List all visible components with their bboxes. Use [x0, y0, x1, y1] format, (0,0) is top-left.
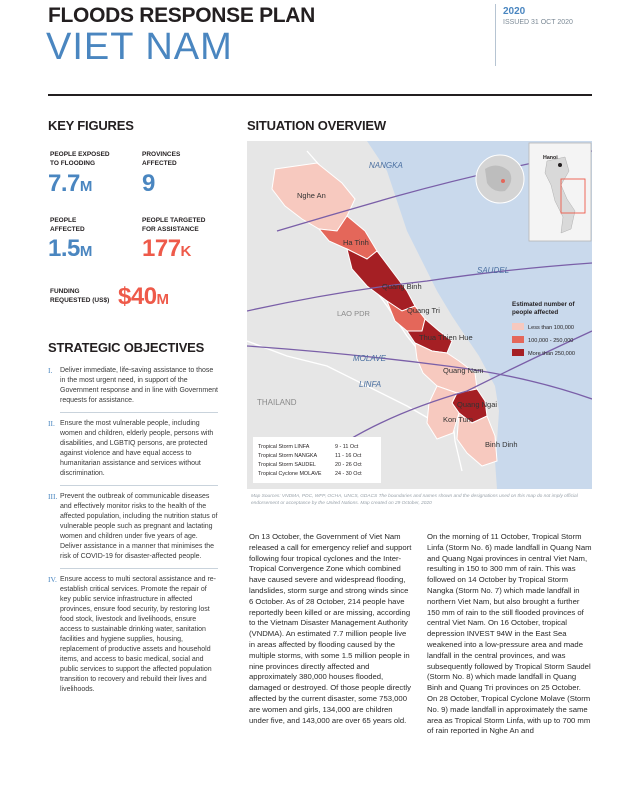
objective-number: III.: [48, 492, 58, 501]
objective-number: IV.: [48, 575, 57, 584]
objective-text: Ensure the most vulnerable people, including women and children, elderly people, persons with disabilities, and LGBTIQ persons, are protected against violence and have equal access to humanitarian assistance and services without discrimination.: [60, 420, 214, 477]
body-paragraph: On the morning of 11 October, Tropical Storm Linfa (Storm No. 6) made landfall in Quang Nam and Quang Ngai provinces in central Viet Nam, resulting in 150 to 300 mm of rain. This was followed on 14 October by Tropical Storm Nangka (Storm No. 7) which made landfall in northern Viet Nam, but also brought a further 150 mm of rain to the still flooded provinces of central Viet Nam. On 16 October, tropical depression INVEST 94W in the East Sea weakened into a low-pressure area and made landfall in the central provinces, and was subsequently followed by Tropical Storm Saudel (Storm No. 8) which made landfall in Quang Binh and Quang Tri provinces on 25 October. On 28 October, Tropical Cyclone Molave (Storm No. 9) made landfall in approximately the same area as Tropical Storm Linfa, with up to 700 mm of rain reported in Nghe An and: [427, 532, 592, 736]
objective-item: [48, 492, 218, 562]
province-label: Quang Binh: [382, 282, 422, 291]
country-title: VIET NAM: [46, 26, 233, 68]
map-source-note: Map Sources: VNDMA, PDC, WFP, OCHA, UNCS, GDACS The boundaries and names shown and the designations used on this map do not imply official endorsement or acceptance by the United Nations. Map created on 29 October, 2020: [251, 494, 578, 506]
situation-map-svg: [247, 141, 592, 489]
body-column-2: [427, 532, 593, 737]
key-figure-label: PEOPLE EXPOSED TO FLOODING: [50, 151, 110, 167]
globe-location-marker: [501, 179, 505, 183]
header-rule: [48, 94, 592, 96]
province-label: Nghe An: [297, 191, 326, 200]
storm-label-molave: MOLAVE: [353, 354, 386, 363]
storm-name: Tropical Storm NANGKA: [258, 453, 318, 459]
storm-dates: 20 - 26 Oct: [335, 462, 362, 468]
key-figure-value-provinces: 9: [142, 170, 155, 197]
objective-item: [48, 419, 218, 479]
situation-map: [247, 141, 592, 489]
key-figure-label: PROVINCES AFFECTED: [142, 151, 181, 167]
storm-label-linfa: LINFA: [359, 380, 382, 389]
issued-date: ISSUED 31 OCT 2020: [503, 19, 573, 26]
storm-dates: 11 - 16 Oct: [335, 453, 362, 459]
legend-label: Less than 100,000: [528, 325, 575, 331]
storm-name: Tropical Storm LINFA: [258, 444, 310, 450]
key-figure-value-funding: $40M: [118, 283, 169, 310]
inset-capital-label: Hanoi: [543, 155, 558, 161]
province-label: Binh Dinh: [485, 440, 518, 449]
objective-divider: [60, 568, 218, 569]
objectives-list: [48, 366, 218, 695]
country-label-lao: LAO PDR: [337, 309, 370, 318]
storm-label-saudel: SAUDEL: [477, 266, 510, 275]
province-label: Quang Ngai: [457, 400, 498, 409]
legend-label: 100,000 - 250,000: [528, 338, 574, 344]
key-figure-value-exposed: 7.7M: [48, 170, 92, 197]
province-label: Quang Nam: [443, 366, 484, 375]
key-figure-label: PEOPLE TARGETED FOR ASSISTANCE: [142, 217, 206, 233]
objective-text: Prevent the outbreak of communicable diseases and effectively monitor risks to the health of the affected population, including the nutrition status of vulnerable people such as pregnant and lactating women and children under five years of age. Deliver assistance in a manner that minimises the risk of COVID-19 for disaster-affected people.: [60, 493, 218, 560]
situation-heading: SITUATION OVERVIEW: [247, 118, 386, 133]
objective-text: Ensure access to multi sectoral assistance and re-establish critical services. Promote the repair of key public service infrastructure in affected provinces, ensure food security, by restoring lost food stock, livestock and livelihoods, ensure access to sustainable drinking water, sanitation facilities and hygiene supplies, housing, replacement of productive assets and household items, and access to basic medical, social and public services to support the affected population transition to recovery and rebuild their lives and livelihoods.: [60, 576, 217, 693]
storm-dates: 9 - 11 Oct: [335, 444, 359, 450]
legend-swatch: [512, 336, 524, 343]
legend-swatch: [512, 349, 524, 356]
report-title: FLOODS RESPONSE PLAN: [48, 4, 316, 27]
country-label-thailand: THAILAND: [257, 398, 297, 407]
storm-dates: 24 - 30 Oct: [335, 471, 362, 477]
legend-title: Estimated number of people affected: [512, 301, 575, 316]
objective-number: I.: [48, 366, 53, 375]
storm-name: Tropical Cyclone MOLAVE: [258, 471, 322, 477]
storm-name: Tropical Storm SAUDEL: [258, 462, 316, 468]
storm-label-nangka: NANGKA: [369, 161, 403, 170]
objective-divider: [60, 412, 218, 413]
legend-swatch: [512, 323, 524, 330]
key-figure-label: PEOPLE AFFECTED: [50, 217, 85, 233]
header-divider: [495, 4, 496, 66]
objective-divider: [60, 485, 218, 486]
objective-text: Deliver immediate, life-saving assistance to those in the most urgent need, in support of the Government response and in line with Government requests for assistance.: [60, 367, 218, 404]
key-figure-label: FUNDING REQUESTED (US$): [50, 288, 110, 304]
objective-number: II.: [48, 419, 55, 428]
province-label: Kon Tum: [443, 415, 474, 424]
province-label: Thua Thien Hue: [419, 333, 473, 342]
key-figures-heading: KEY FIGURES: [48, 118, 134, 133]
inset-capital-marker: [558, 163, 562, 167]
objectives-heading: STRATEGIC OBJECTIVES: [48, 340, 205, 355]
key-figure-value-targeted: 177K: [142, 235, 191, 262]
province-label: Quang Tri: [407, 306, 440, 315]
province-label: Ha Tinh: [343, 238, 369, 247]
body-column-1: [249, 532, 412, 726]
report-year: 2020: [503, 6, 526, 17]
legend-label: More than 250,000: [528, 351, 575, 357]
objective-item: [48, 366, 218, 406]
body-paragraph: On 13 October, the Government of Viet Nam released a call for emergency relief and support following four tropical cyclones and the Inter-Tropical Convergence Zone which combined have caused severe and widespread flooding, landslides, storm surge and strong winds since 6 October. As of 28 October, 214 people have reportedly been killed or are missing, according to the Vietnam Disaster Management Authority (VNDMA). An estimated 7.7 million people live in areas affected by flooding caused by the multiple storms, with some 1.5 million people in nine provinces directly affected and approximately 380,000 houses flooded, damaged or destroyed. Of those people directly affected by the current disaster, some 753,000 are women and girls, 134,000 are children under five, and 143,000 are over 65 years old.: [249, 532, 412, 725]
objective-item: [48, 575, 218, 695]
key-figure-value-affected: 1.5M: [48, 235, 92, 262]
